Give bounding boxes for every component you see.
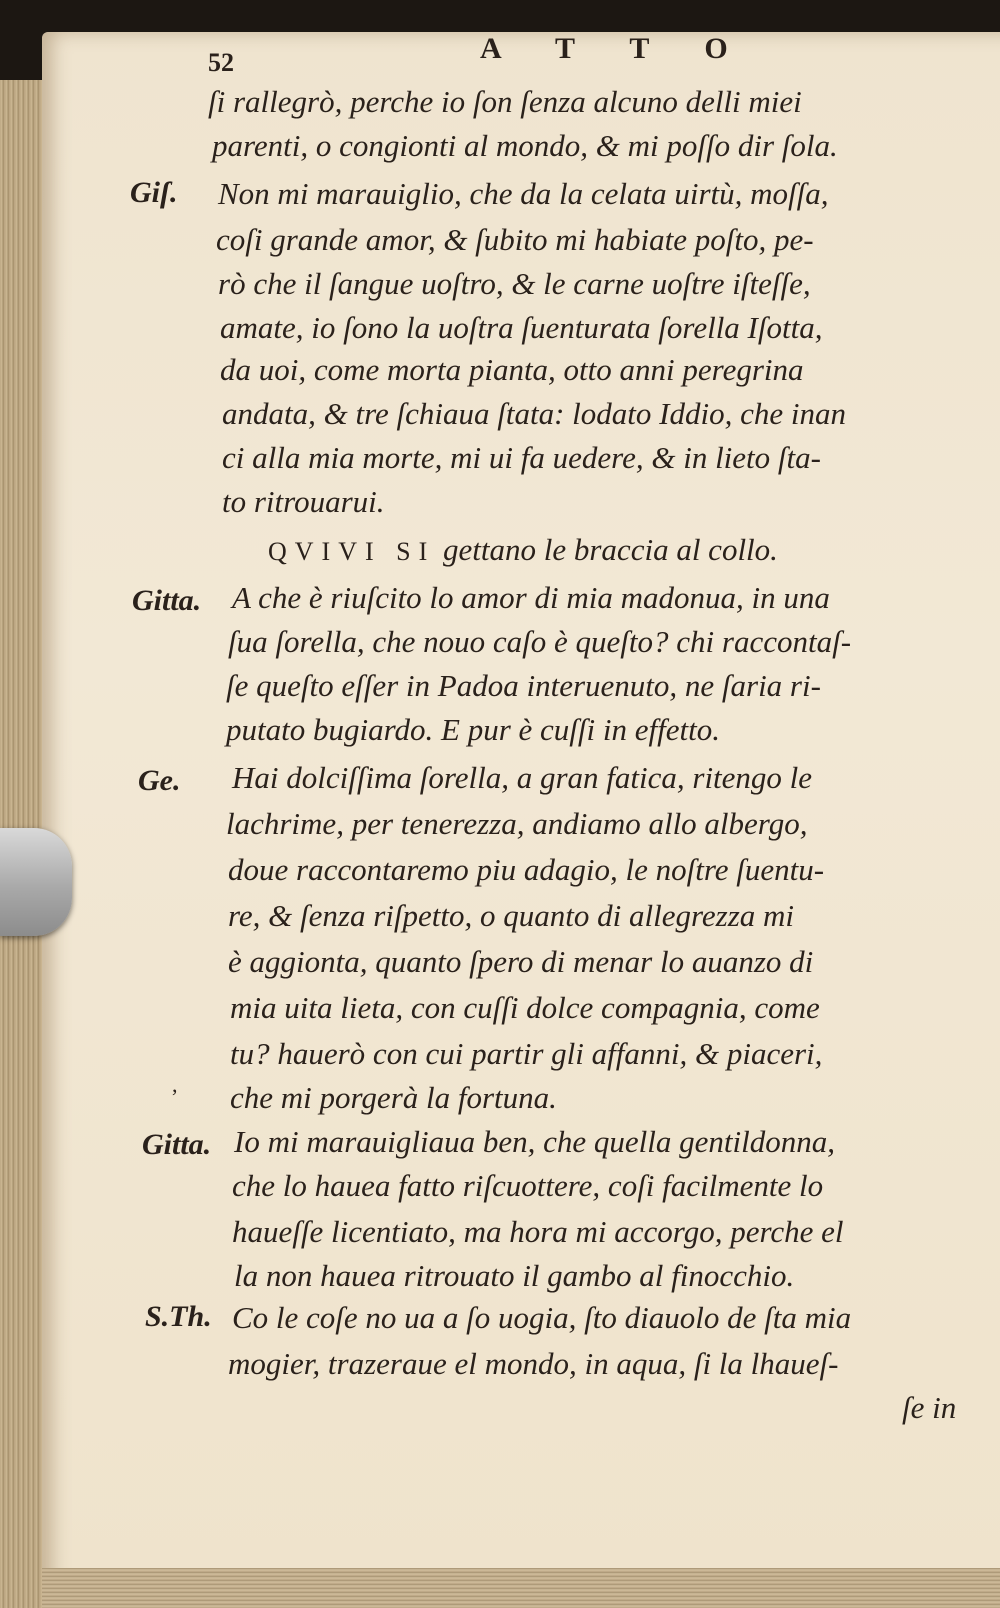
text-line: A che è riuſcito lo amor di mia madonua, in una [232,580,830,615]
speaker-gitta-2: Gitta. [142,1128,212,1161]
text-line: amate, io ſono la uoſtra ſuenturata ſorella Iſotta, [220,310,823,345]
text-line: ci alla mia morte, mi ui fa uedere, & in lieto ſta- [222,440,821,475]
speaker-ge: Ge. [138,764,181,797]
text-line: è aggionta, quanto ſpero di menar lo auanzo di [228,944,814,979]
text-line: rò che il ſangue uoſtro, & le carne uoſtre iſteſſe, [218,266,811,301]
text-line: ſua ſorella, che nouo caſo è queſto? chi raccontaſ- [228,624,852,659]
stage-direction-caps: QVIVI SI [268,537,436,566]
text-line: tu? hauerò con cui partir gli affanni, & piaceri, [230,1036,823,1071]
speaker-gitta-1: Gitta. [132,584,202,617]
text-line: re, & ſenza riſpetto, o quanto di allegrezza mi [228,898,795,933]
text-line: Co le coſe no ua a ſo uogia, ſto diauolo de ſta mia [232,1300,852,1335]
speaker-gis: Giſ. [130,176,178,209]
text-line: putato bugiardo. E pur è cuſſi in effetto. [226,712,720,747]
text-line: Non mi marauiglio, che da la celata uirtù, moſſa, [218,176,829,211]
text-line: Hai dolciſſima ſorella, a gran fatica, ritengo le [232,760,813,795]
text-line: ſi rallegrò, perche io ſon ſenza alcuno delli miei [208,84,802,119]
text-line: che lo hauea fatto riſcuottere, coſi facilmente lo [232,1168,824,1203]
text-line: lachrime, per tenerezza, andiamo allo albergo, [226,806,808,841]
running-head: A T T O [480,32,752,65]
text-line: da uoi, come morta pianta, otto anni peregrina [220,352,804,387]
page-clip [0,828,72,936]
text-line: mia uita lieta, con cuſſi dolce compagnia, come [230,990,820,1025]
page-number: 52 [208,48,234,77]
text-line: doue raccontaremo piu adagio, le noſtre ſuentu- [228,852,825,887]
text-line: che mi porgerà la fortuna. [230,1080,557,1115]
text-line: mogier, trazeraue el mondo, in aqua, ſi la lhaueſ- [228,1346,839,1381]
speaker-sth: S.Th. [145,1300,212,1333]
text-line: parenti, o congionti al mondo, & mi poſſo dir ſola. [212,128,838,163]
text-line: Io mi marauigliaua ben, che quella gentildonna, [234,1124,835,1159]
text-line: haueſſe licentiato, ma hora mi accorgo, perche el [232,1214,844,1249]
stage-direction [268,532,778,568]
text-line: ſe in [902,1390,957,1425]
text-line: coſi grande amor, & ſubito mi habiate poſto, pe- [216,222,814,257]
margin-mark: , [172,1072,178,1097]
text-line: ſe queſto eſſer in Padoa interuenuto, ne ſaria ri- [226,668,821,703]
text-line: la non hauea ritrouato il gambo al finocchio. [234,1258,795,1293]
stage-direction-text: gettano le braccia al collo. [443,532,778,567]
text-line: andata, & tre ſchiaua ſtata: lodato Iddio, che inan [222,396,846,431]
book-bottom-edge [42,1568,1000,1608]
text-line: to ritrouarui. [222,484,385,519]
